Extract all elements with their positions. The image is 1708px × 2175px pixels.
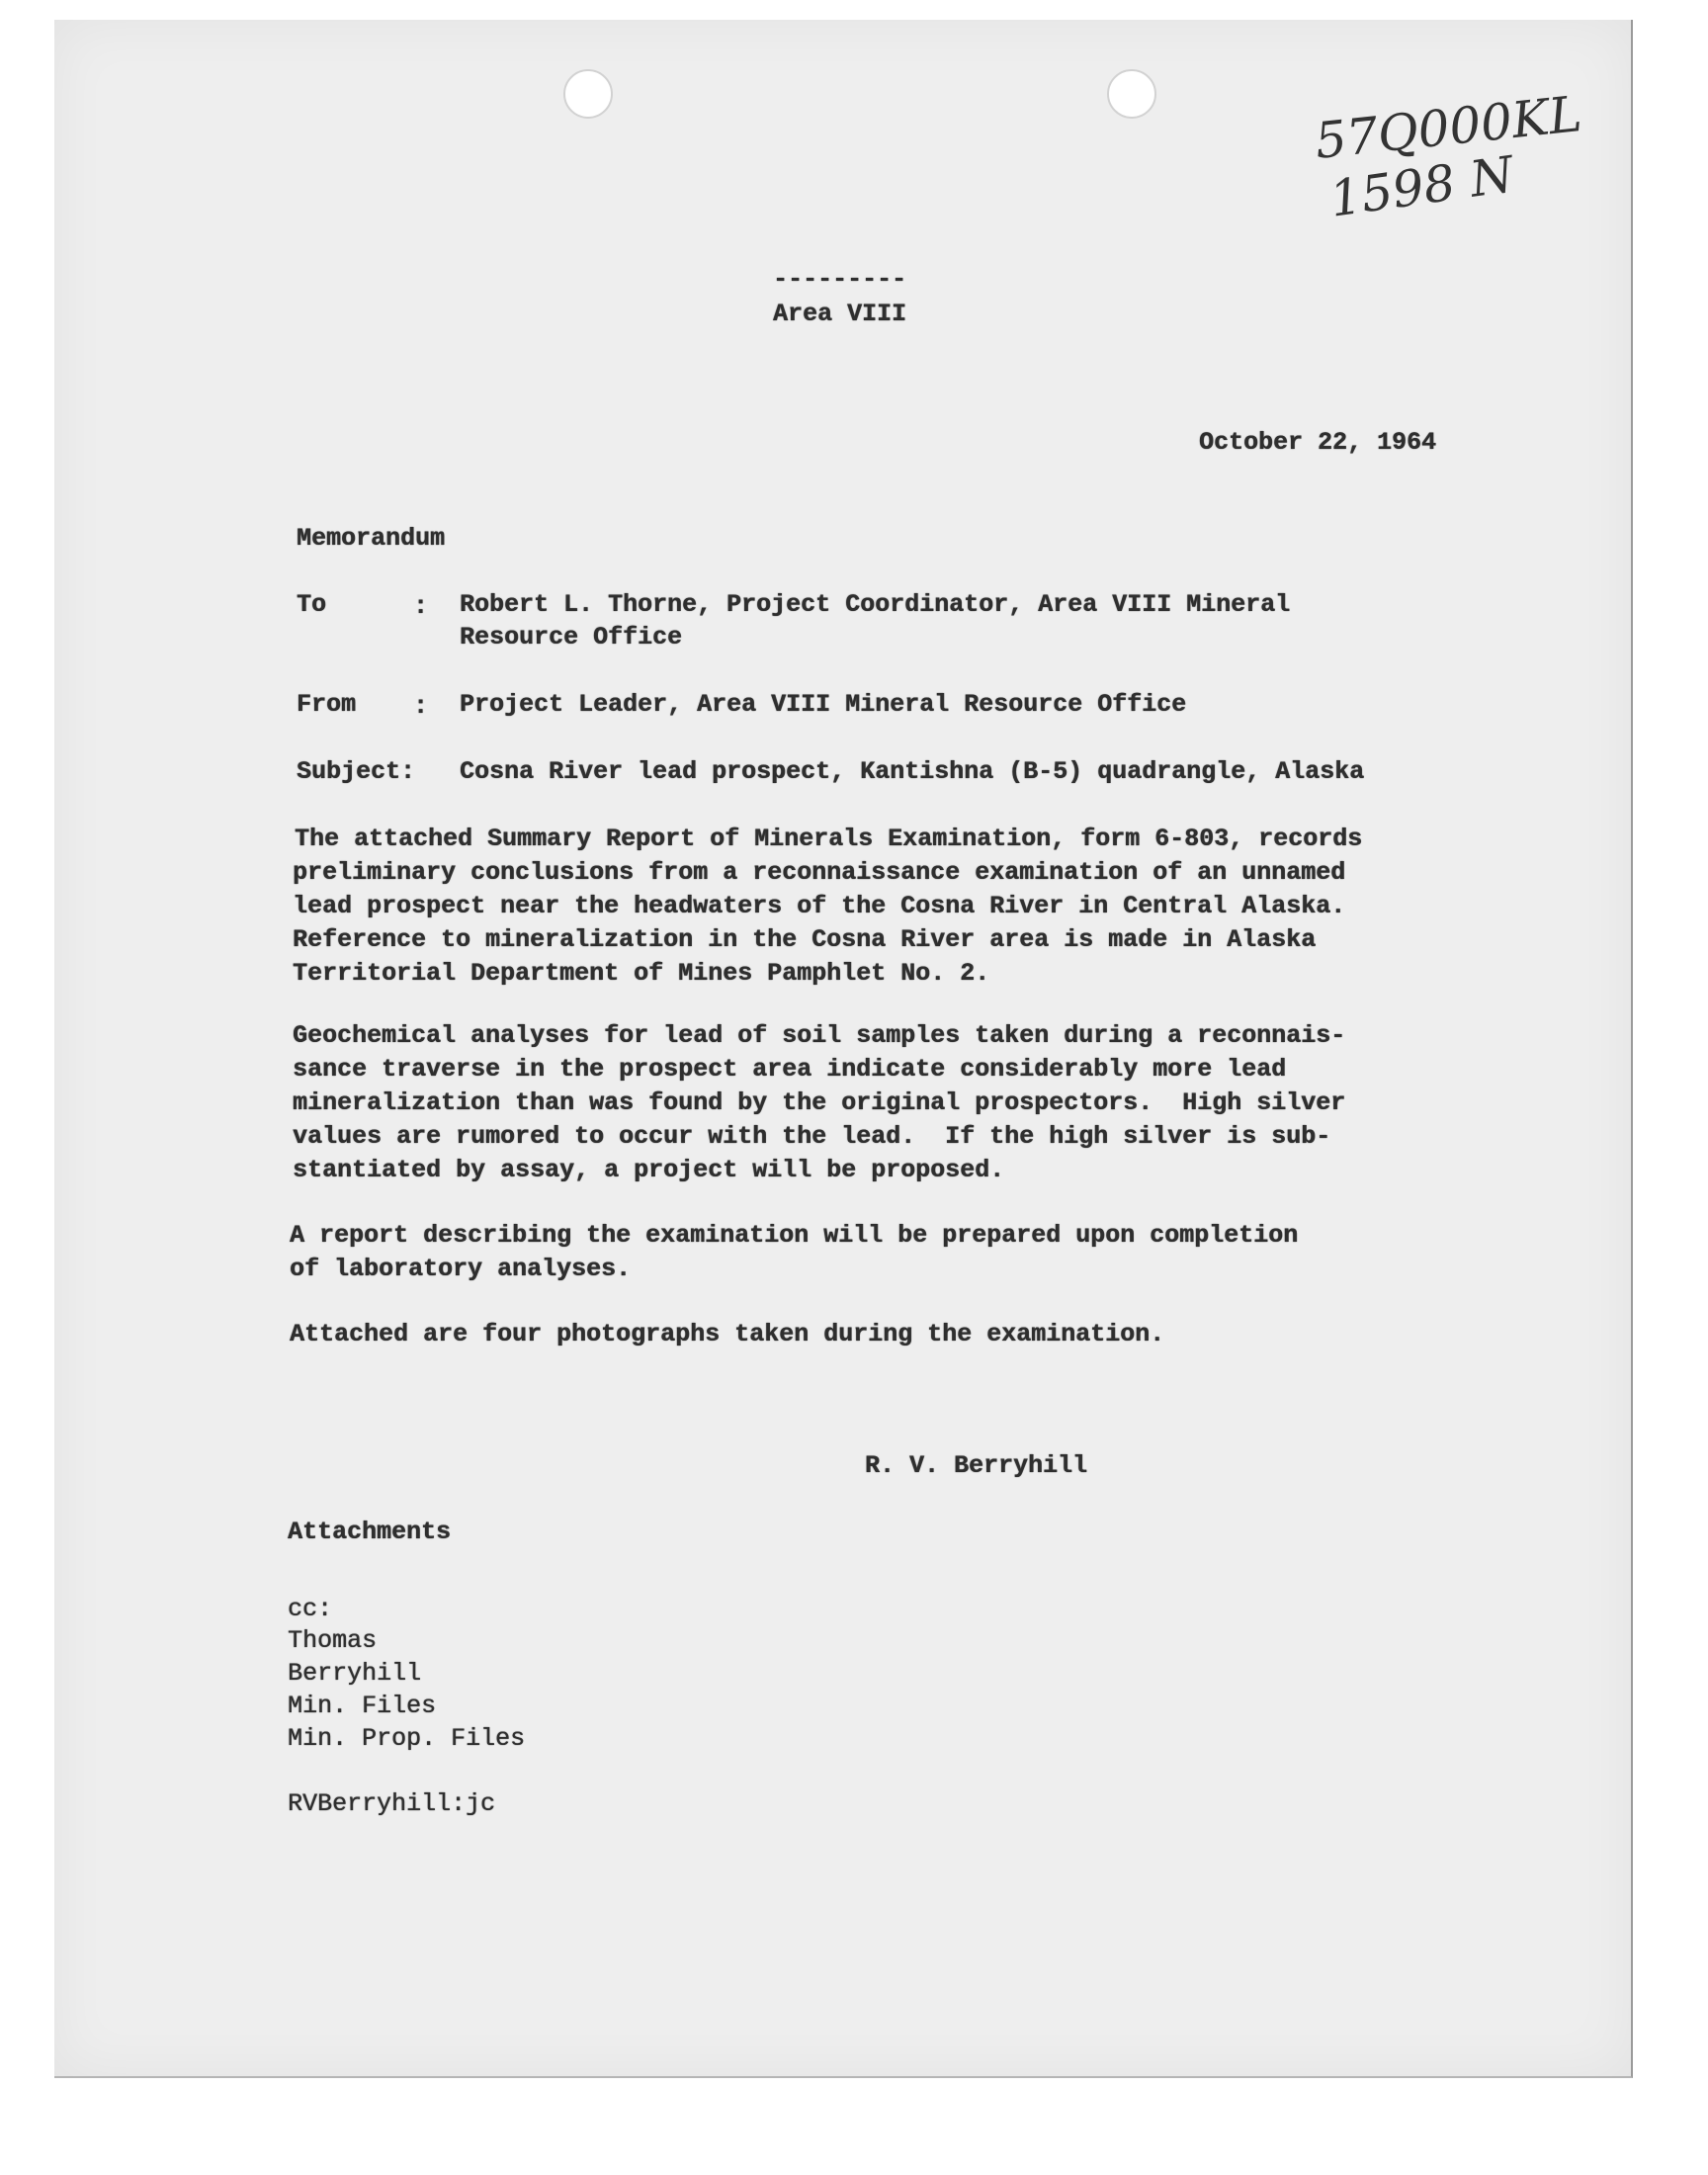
- typist-initials: RVBerryhill:jc: [288, 1789, 496, 1818]
- paragraph-line: sance traverse in the prospect area indicate considerably more lead: [293, 1055, 1287, 1084]
- to-colon: :: [413, 592, 429, 621]
- handwritten-file-number-2: 1598 N: [1325, 145, 1518, 228]
- paragraph-line: A report describing the examination will be prepared upon completion: [290, 1221, 1299, 1250]
- memo-date: October 22, 1964: [1199, 428, 1437, 457]
- paragraph-line: stantiated by assay, a project will be proposed.: [293, 1156, 1005, 1184]
- subject-label: Subject:: [297, 757, 416, 786]
- paragraph-line: Reference to mineralization in the Cosna River area is made in Alaska: [293, 925, 1317, 954]
- to-value-line1: Robert L. Thorne, Project Coordinator, Area VIII Mineral: [460, 590, 1291, 619]
- header-rule: ---------: [773, 265, 907, 294]
- to-label: To: [297, 590, 327, 619]
- cc-item: Berryhill: [288, 1659, 422, 1688]
- cc-item: Thomas: [288, 1626, 378, 1655]
- paragraph-line: preliminary conclusions from a reconnaissance examination of an unnamed: [293, 858, 1346, 887]
- paragraph-line: Geochemical analyses for lead of soil samples taken during a reconnais-: [293, 1021, 1346, 1050]
- paragraph-line: lead prospect near the headwaters of the Cosna River in Central Alaska.: [293, 892, 1346, 920]
- punch-hole-right: [1107, 69, 1156, 119]
- cc-label: cc:: [288, 1595, 333, 1623]
- handwritten-file-number: 57Q000KL: [1312, 85, 1584, 170]
- body-paragraph-4: Attached are four photographs taken during the examination.: [290, 1320, 1165, 1348]
- cc-item: Min. Files: [288, 1692, 437, 1720]
- paragraph-line: mineralization than was found by the original prospectors. High silver: [293, 1088, 1346, 1117]
- to-value-line2: Resource Office: [460, 623, 683, 652]
- memo-label: Memorandum: [297, 524, 446, 553]
- paragraph-line: The attached Summary Report of Minerals Examination, form 6-803, records: [295, 825, 1363, 853]
- paragraph-line: values are rumored to occur with the lead. If the high silver is sub-: [293, 1122, 1331, 1151]
- signature: R. V. Berryhill: [865, 1451, 1088, 1480]
- punch-hole-left: [563, 69, 613, 119]
- cc-item: Min. Prop. Files: [288, 1724, 526, 1753]
- attachments-label: Attachments: [288, 1518, 452, 1546]
- header-title: Area VIII: [773, 300, 907, 328]
- subject-value: Cosna River lead prospect, Kantishna (B-5) quadrangle, Alaska: [460, 757, 1365, 786]
- paragraph-line: Territorial Department of Mines Pamphlet No. 2.: [293, 959, 990, 988]
- paragraph-line: of laboratory analyses.: [290, 1255, 632, 1283]
- from-colon: :: [413, 692, 429, 721]
- from-value: Project Leader, Area VIII Mineral Resource Office: [460, 690, 1187, 719]
- from-label: From: [297, 690, 357, 719]
